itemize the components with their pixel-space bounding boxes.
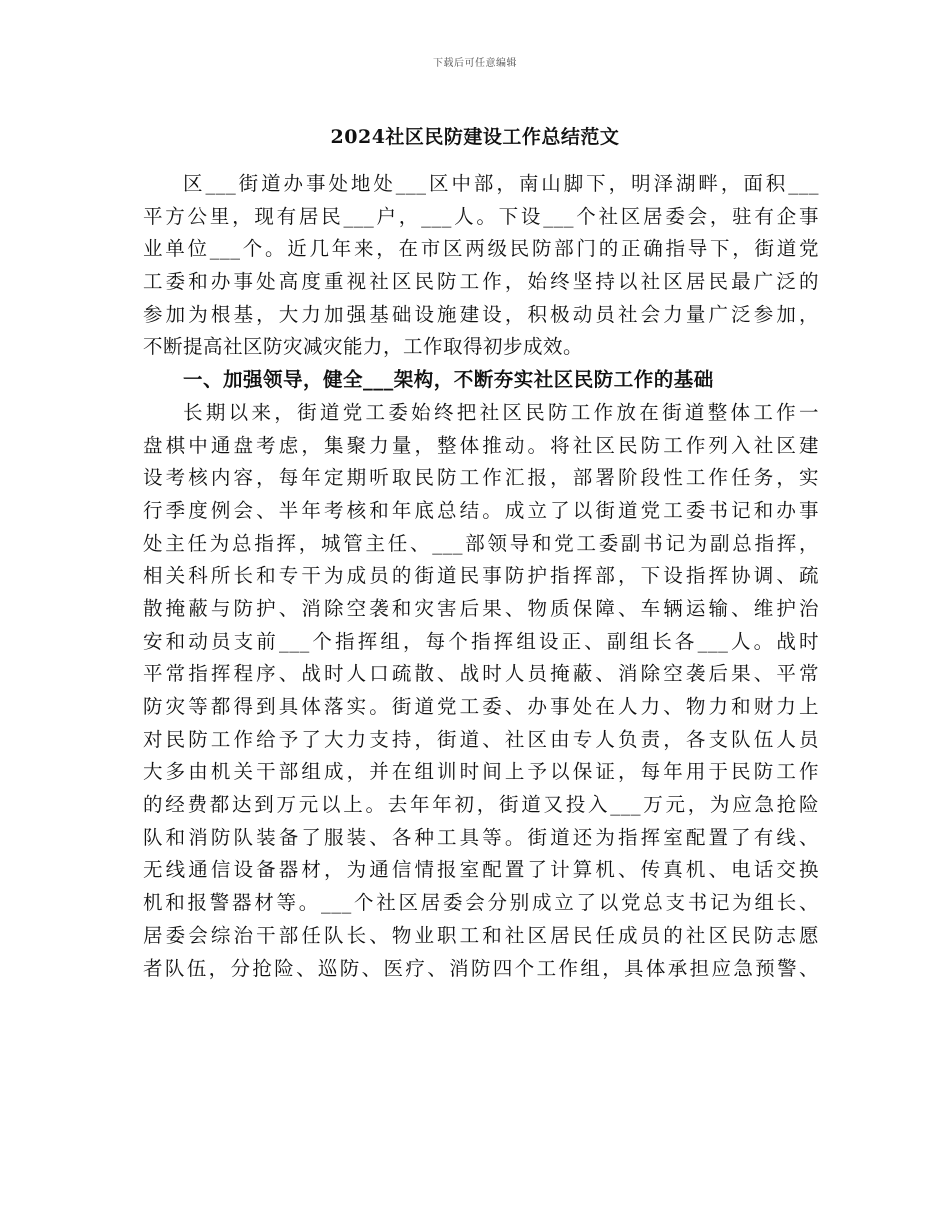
paragraph-line: 不断提高社区防灾减灾能力，工作取得初步成效。 xyxy=(143,335,584,359)
paragraph-line: 散掩蔽与防护、消除空袭和灾害后果、物质保障、车辆运输、维护治 xyxy=(143,596,819,620)
paragraph-line: 行季度例会、半年考核和年底总结。成立了以街道党工委书记和办事 xyxy=(143,498,819,522)
document-body xyxy=(143,168,819,985)
header-note: 下载后可任意编辑 xyxy=(433,58,517,69)
paragraph-line: 对民防工作给予了大力支持，街道、社区由专人负责，各支队伍人员 xyxy=(143,727,819,751)
paragraph-line: 参加为根基，大力加强基础设施建设，积极动员社会力量广泛参加， xyxy=(143,302,819,326)
paragraph-line: 区___街道办事处地处___区中部，南山脚下，明泽湖畔，面积___ xyxy=(183,172,819,195)
paragraph-line: 处主任为总指挥，城管主任、___部领导和党工委副书记为副总指挥， xyxy=(143,531,819,555)
paragraph-line: 的经费都达到万元以上。去年年初，街道又投入___万元，为应急抢险 xyxy=(143,793,819,817)
paragraph-line: 者队伍，分抢险、巡防、医疗、消防四个工作组，具体承担应急预警、 xyxy=(143,956,819,980)
paragraph-line: 平方公里，现有居民___户，___人。下设___个社区居委会，驻有企事 xyxy=(143,204,819,228)
paragraph-line: 无线通信设备器材，为通信情报室配置了计算机、传真机、电话交换 xyxy=(143,858,819,882)
paragraph-line: 长期以来，街道党工委始终把社区民防工作放在街道整体工作一 xyxy=(183,400,819,424)
paragraph-line: 盘棋中通盘考虑，集聚力量，整体推动。将社区民防工作列入社区建 xyxy=(143,433,819,457)
paragraph-line: 大多由机关干部组成，并在组训时间上予以保证，每年用于民防工作 xyxy=(143,760,819,784)
section-heading: 一、加强领导，健全___架构，不断夯实社区民防工作的基础 xyxy=(183,368,714,392)
paragraph-line: 工委和办事处高度重视社区民防工作，始终坚持以社区居民最广泛的 xyxy=(143,270,819,294)
paragraph-line: 设考核内容，每年定期听取民防工作汇报，部署阶段性工作任务，实 xyxy=(143,466,819,490)
paragraph-line: 相关科所长和专干为成员的街道民事防护指挥部，下设指挥协调、疏 xyxy=(143,564,819,588)
paragraph-line: 居委会综治干部任队长、物业职工和社区居民任成员的社区民防志愿 xyxy=(143,923,819,947)
paragraph-line: 业单位___个。近几年来，在市区两级民防部门的正确指导下，街道党 xyxy=(143,237,819,261)
document-title: 2024社区民防建设工作总结范文 xyxy=(330,126,620,148)
paragraph-line: 队和消防队装备了服装、各种工具等。街道还为指挥室配置了有线、 xyxy=(143,825,819,849)
paragraph-line: 平常指挥程序、战时人口疏散、战时人员掩蔽、消除空袭后果、平常 xyxy=(143,662,819,686)
paragraph-line: 机和报警器材等。___个社区居委会分别成立了以党总支书记为组长、 xyxy=(143,891,819,915)
paragraph-line: 安和动员支前___个指挥组，每个指挥组设正、副组长各___人。战时 xyxy=(143,629,819,653)
paragraph-line: 防灾等都得到具体落实。街道党工委、办事处在人力、物力和财力上 xyxy=(143,695,819,718)
